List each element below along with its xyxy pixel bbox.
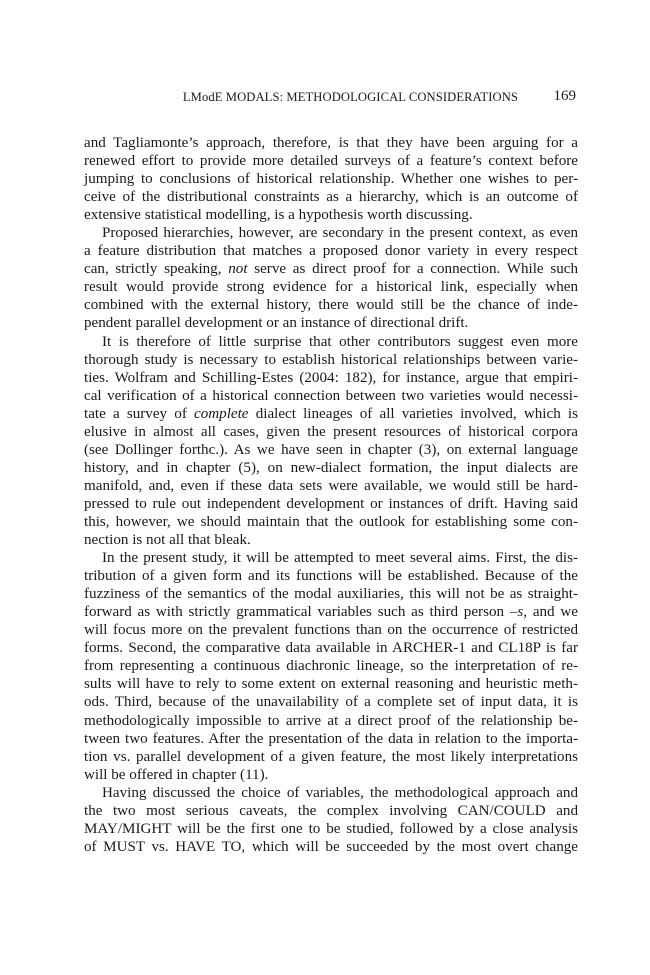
- text-span: thorough study is necessary to establish historical relationships between varie-: [84, 351, 578, 368]
- text-line: [84, 730, 578, 748]
- text-line: [84, 567, 578, 585]
- text-span: tribution of a given form and its functions will be established. Because of the: [84, 568, 578, 585]
- text-line: [84, 657, 578, 675]
- text-span: manifold, and, even if these data sets were available, we would still be hard-: [84, 477, 578, 494]
- text-line: [84, 441, 578, 459]
- text-line: [84, 152, 578, 170]
- body-text: [84, 134, 578, 856]
- text-line: [84, 170, 578, 188]
- text-line: [84, 296, 578, 314]
- text-line: [84, 387, 578, 405]
- text-span: will focus more on the prevalent functions than on the occurrence of restricted: [84, 622, 578, 639]
- text-line: [84, 784, 578, 802]
- italic-text: complete: [194, 405, 249, 422]
- text-line: [84, 495, 578, 513]
- text-line: [84, 224, 578, 242]
- text-span: nection is not all that bleak.: [84, 532, 251, 549]
- text-line: [84, 603, 578, 621]
- text-line: [84, 134, 578, 152]
- page-number: 169: [553, 88, 576, 104]
- text-span: elusive in almost all cases, given the present resources of historical corpora: [84, 423, 578, 440]
- text-span: fuzziness of the semantics of the modal auxiliaries, this will not be as straight-: [84, 586, 578, 603]
- text-line: [84, 405, 578, 423]
- text-span: a feature distribution that matches a proposed donor variety in every respect: [84, 243, 578, 260]
- text-line: [84, 748, 578, 766]
- text-line: [84, 585, 578, 603]
- italic-text: not: [228, 261, 248, 278]
- text-line: [84, 531, 578, 549]
- text-line: [84, 675, 578, 693]
- text-span: from representing a continuous diachronic lineage, so the interpretation of re-: [84, 658, 578, 675]
- text-span: ceive of the distributional constraints as a hierarchy, which is an outcome of: [84, 189, 578, 206]
- text-span: can, strictly speaking,: [84, 261, 229, 278]
- text-span: methodologically impossible to arrive at a direct proof of the relationship be-: [84, 712, 578, 729]
- italic-text: –s,: [509, 604, 528, 621]
- text-span: will be offered in chapter (11).: [84, 766, 269, 783]
- text-span: this, however, we should maintain that the outlook for establishing some con-: [84, 513, 578, 530]
- text-span: renewed effort to provide more detailed surveys of a feature’s context before: [84, 153, 578, 170]
- text-span: sults will have to rely to some extent on external reasoning and heuristic meth-: [84, 676, 578, 693]
- text-line: [84, 693, 578, 711]
- text-line: [84, 423, 578, 441]
- text-line: [84, 838, 578, 856]
- text-line: [84, 639, 578, 657]
- text-line: [84, 188, 578, 206]
- paragraph: [84, 549, 578, 784]
- text-span: pressed to rule out independent development or instances of drift. Having said: [84, 495, 578, 512]
- text-line: [84, 621, 578, 639]
- text-line: [84, 206, 578, 224]
- text-span: forward as with strictly grammatical variables such as third person: [84, 604, 510, 621]
- text-span: Proposed hierarchies, however, are secondary in the present context, as even: [102, 225, 578, 242]
- text-line: [84, 351, 578, 369]
- text-span: Having discussed the choice of variables, the methodological approach and: [102, 784, 578, 801]
- paragraph: [84, 333, 578, 550]
- text-line: [84, 333, 578, 351]
- text-span: dialect lineages of all varieties involved, which is: [248, 405, 578, 422]
- paragraph: [84, 784, 578, 856]
- text-span: tion vs. parallel development of a given feature, the most likely interpretations: [84, 748, 578, 765]
- text-span: It is therefore of little surprise that other contributors suggest even more: [102, 333, 578, 350]
- running-title: LModE MODALS: METHODOLOGICAL CONSIDERATIONS: [182, 90, 518, 104]
- text-span: tween two features. After the presentation of the data in relation to the importa-: [84, 730, 578, 747]
- text-span: history, and in chapter (5), on new-dialect formation, the input dialects are: [84, 459, 578, 476]
- text-span: and Tagliamonte’s approach, therefore, is that they have been arguing for a: [84, 135, 578, 151]
- text-span: jumping to conclusions of historical relationship. Whether one wishes to per-: [84, 171, 578, 188]
- text-line: [84, 459, 578, 477]
- text-span: pendent parallel development or an instance of directional drift.: [84, 315, 469, 332]
- text-span: In the present study, it will be attempted to meet several aims. First, the dis-: [102, 550, 578, 567]
- text-span: and we: [527, 604, 578, 621]
- text-line: [84, 260, 578, 278]
- text-span: (see Dollinger forthc.). As we have seen in chapter (3), on external language: [84, 441, 578, 458]
- text-span: tate a survey of: [84, 405, 195, 422]
- text-span: of MUST vs. HAVE TO, which will be succeeded by the most overt change: [84, 838, 578, 855]
- text-line: [84, 278, 578, 296]
- text-span: ties. Wolfram and Schilling-Estes (2004: 182), for instance, argue that empiri-: [84, 369, 578, 386]
- text-span: extensive statistical modelling, is a hypothesis worth discussing.: [84, 207, 473, 224]
- text-line: [84, 766, 578, 784]
- text-line: [84, 820, 578, 838]
- text-span: result would provide strong evidence for a historical link, especially when: [84, 279, 578, 296]
- text-span: serve as direct proof for a connection. While such: [247, 261, 578, 278]
- text-span: cal verification of a historical connection between two varieties would necessi-: [84, 387, 578, 404]
- text-span: ods. Third, because of the unavailability of a complete set of input data, it is: [84, 694, 578, 711]
- text-line: [84, 242, 578, 260]
- text-line: [84, 802, 578, 820]
- text-line: [84, 477, 578, 495]
- text-line: [84, 712, 578, 730]
- text-span: forms. Second, the comparative data available in ARCHER-1 and CL18P is far: [84, 640, 578, 657]
- text-span: MAY/MIGHT will be the first one to be studied, followed by a close analysis: [84, 820, 578, 837]
- paragraph: [84, 134, 578, 224]
- text-span: combined with the external history, there would still be the chance of inde-: [84, 297, 578, 314]
- text-line: [84, 369, 578, 387]
- text-line: [84, 513, 578, 531]
- text-line: [84, 549, 578, 567]
- text-span: the two most serious caveats, the complex involving CAN/COULD and: [84, 802, 578, 819]
- running-head: [84, 88, 578, 108]
- paragraph: [84, 224, 578, 332]
- text-line: [84, 314, 578, 332]
